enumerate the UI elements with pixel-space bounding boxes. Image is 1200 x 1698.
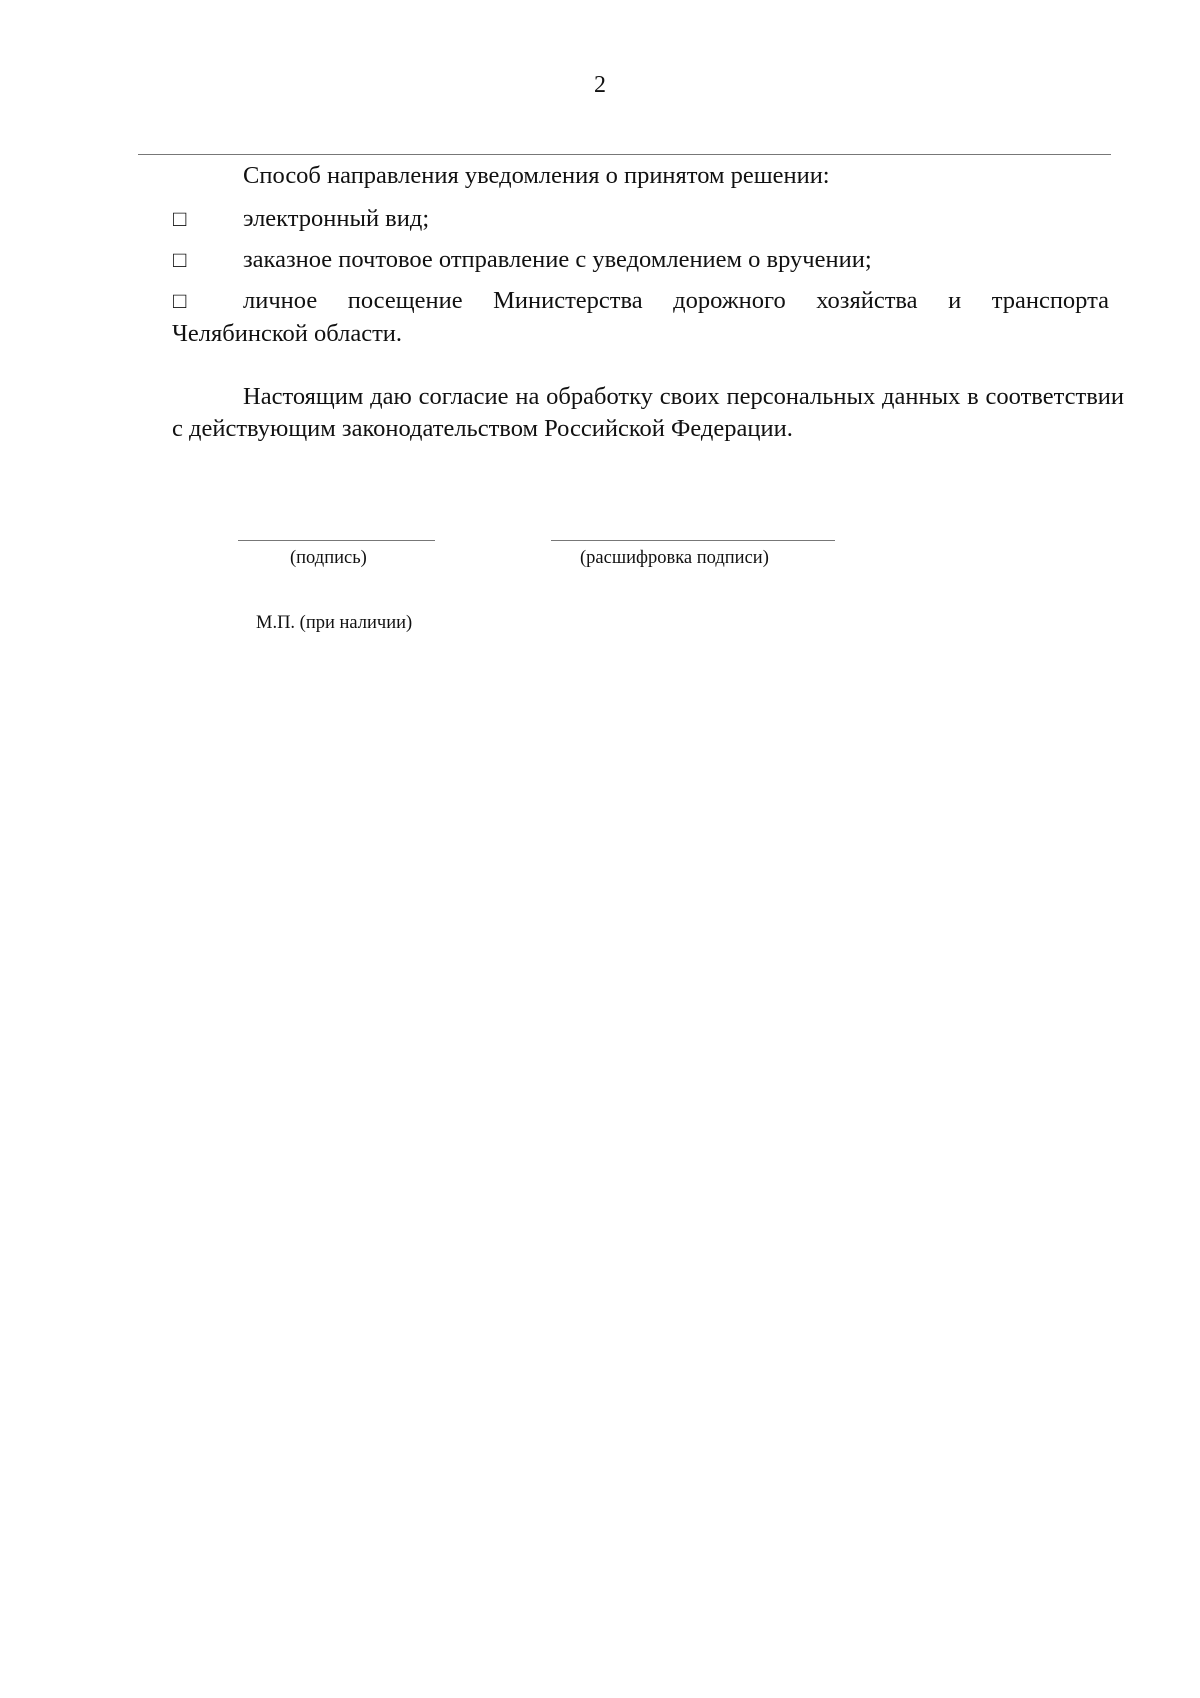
checkbox-personal-visit[interactable]: □ [173, 288, 187, 313]
signature-decryption-line [551, 540, 835, 541]
option-personal-visit-continuation: Челябинской области. [172, 320, 403, 347]
option-registered-mail: заказное почтовое отправление с уведомлением о вручении; [243, 246, 872, 273]
option-electronic: электронный вид; [243, 205, 430, 232]
consent-text: Настоящим даю согласие на обработку своих персональных данных в соответствии с действующим законодательством Российской Федерации. [172, 383, 1124, 442]
notification-method-heading: Способ направления уведомления о принятом решении: [243, 162, 830, 189]
signature-line [238, 540, 435, 541]
page-number: 2 [594, 72, 606, 98]
consent-paragraph [172, 381, 1124, 445]
header-divider [138, 154, 1111, 155]
decryption-label: (расшифровка подписи) [580, 548, 769, 568]
option-personal-visit: личное посещение Министерства дорожного хозяйства и транспорта [243, 287, 1109, 314]
checkbox-electronic[interactable]: □ [173, 206, 187, 231]
stamp-label: М.П. (при наличии) [256, 613, 413, 633]
signature-label: (подпись) [290, 548, 367, 568]
checkbox-registered-mail[interactable]: □ [173, 247, 187, 272]
